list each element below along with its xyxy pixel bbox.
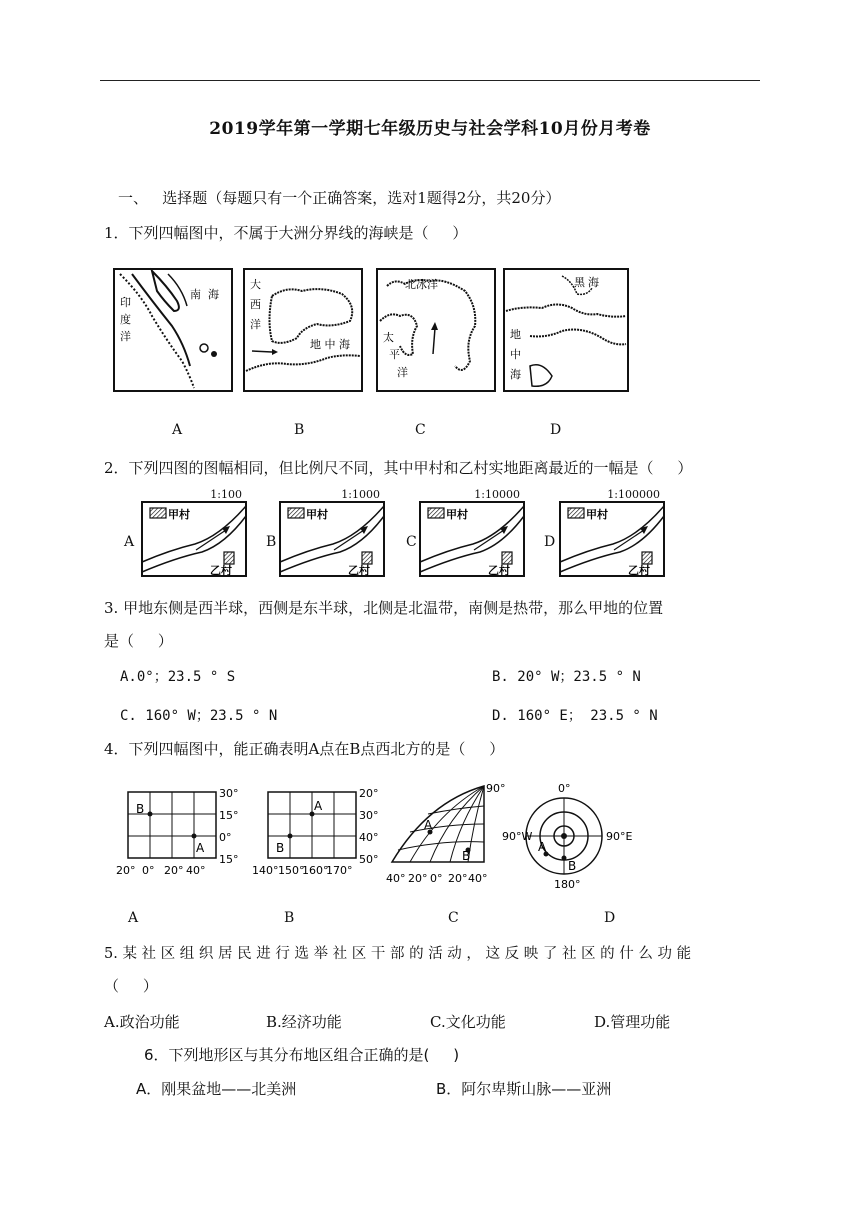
q4-fig-d	[502, 782, 632, 891]
svg-text:海: 海	[208, 288, 219, 301]
q6-stem: 6．下列地形区与其分布地区组合正确的是( )	[144, 1046, 460, 1064]
svg-text:20°: 20°	[164, 864, 184, 877]
q5-stem-line1: 5. 某 社 区 组 织 居 民 进 行 选 举 社 区 干 部 的 活 动 ， 这 反 映 了 社 区 的 什 么 功 能	[104, 946, 692, 962]
svg-text:40°: 40°	[468, 872, 488, 885]
svg-text:90°E: 90°E	[606, 830, 633, 843]
svg-text:20°: 20°	[116, 864, 136, 877]
village-map	[140, 500, 250, 580]
village-map	[418, 500, 528, 580]
svg-text:A: A	[314, 799, 323, 813]
svg-text:南: 南	[190, 288, 201, 301]
q5-stem-line2: （ ）	[104, 977, 158, 995]
svg-text:大: 大	[250, 278, 261, 291]
svg-text:B: B	[462, 849, 471, 863]
svg-text:海: 海	[588, 276, 599, 289]
svg-text:中: 中	[510, 348, 521, 361]
q5-option-a[interactable]: A.政治功能	[104, 1013, 180, 1031]
q3-stem-line1: 3. 甲地东侧是西半球，西侧是东半球，北侧是北温带，南侧是热带，那么甲地的位置	[104, 599, 664, 617]
q2-letter: B	[266, 534, 277, 550]
svg-text:15°: 15°	[219, 853, 239, 866]
q1-option-c[interactable]: C	[415, 422, 426, 438]
q2-stem: 2．下列四图的图幅相同，但比例尺不同，其中甲村和乙村实地距离最近的一幅是（ ）	[104, 459, 693, 477]
svg-text:20°: 20°	[448, 872, 468, 885]
q2-figure-row	[124, 490, 664, 582]
svg-text:洋: 洋	[120, 330, 131, 343]
svg-text:40°: 40°	[186, 864, 206, 877]
strait-map-a	[114, 269, 232, 391]
svg-text:洋: 洋	[397, 366, 408, 379]
svg-text:B: B	[276, 841, 285, 855]
svg-text:太: 太	[383, 331, 394, 344]
q4-grid-figures	[108, 782, 648, 894]
svg-text:15°: 15°	[219, 809, 239, 822]
village-map	[558, 500, 668, 580]
svg-text:30°: 30°	[219, 787, 239, 800]
q5-option-b[interactable]: B.经济功能	[266, 1013, 342, 1031]
q2-letter: A	[124, 534, 135, 550]
svg-text:20°: 20°	[359, 787, 379, 800]
svg-text:海: 海	[510, 368, 521, 381]
q5-option-c[interactable]: C.文化功能	[430, 1013, 506, 1031]
village-b-label: 乙村	[628, 564, 650, 577]
village-b-label: 乙村	[488, 564, 510, 577]
q5-option-d[interactable]: D.管理功能	[594, 1013, 671, 1031]
q1-option-b[interactable]: B	[294, 422, 305, 438]
q4-stem: 4．下列四幅图中，能正确表明A点在B点西北方的是（ ）	[104, 740, 505, 758]
svg-text:B: B	[136, 802, 145, 816]
q4-fig-b	[252, 787, 379, 877]
q4-option-a[interactable]: A	[128, 910, 139, 926]
strait-map-c	[377, 269, 495, 391]
svg-text:地: 地	[510, 328, 521, 341]
scale-label: 1:1000	[341, 488, 380, 501]
svg-text:0°: 0°	[430, 872, 443, 885]
svg-text:度: 度	[120, 313, 131, 326]
svg-text:平: 平	[389, 348, 400, 361]
svg-text:40°: 40°	[386, 872, 406, 885]
q1-option-a[interactable]: A	[172, 422, 183, 438]
q2-letter: C	[406, 534, 417, 550]
svg-text:北冰洋: 北冰洋	[405, 278, 438, 291]
q3-option-b[interactable]: B. 20° W；23.5 ° N	[492, 669, 641, 685]
svg-text:0°: 0°	[219, 831, 232, 844]
q4-fig-a	[116, 787, 239, 877]
q6-option-b[interactable]: B．阿尔卑斯山脉——亚洲	[436, 1080, 612, 1098]
q4-option-b[interactable]: B	[284, 910, 295, 926]
svg-text:0°: 0°	[142, 864, 155, 877]
q3-stem-line2: 是（ ）	[104, 632, 173, 650]
map-a-label: 印	[120, 296, 131, 309]
svg-text:西: 西	[250, 298, 261, 311]
svg-text:140°: 140°	[252, 864, 279, 877]
q3-option-c[interactable]: C. 160° W；23.5 ° N	[120, 708, 278, 724]
svg-text:160°: 160°	[302, 864, 329, 877]
q4-fig-c	[386, 782, 506, 885]
q4-option-c[interactable]: C	[448, 910, 459, 926]
strait-map-b	[244, 269, 362, 391]
village-a-label: 甲村	[586, 508, 608, 521]
q2-letter: D	[544, 534, 556, 550]
village-b-label: 乙村	[210, 564, 232, 577]
svg-text:A: A	[196, 841, 205, 855]
svg-text:180°: 180°	[554, 878, 581, 891]
svg-text:B: B	[568, 859, 577, 873]
strait-map-d	[504, 269, 628, 391]
village-a-label: 甲村	[168, 508, 190, 521]
exam-title: 2019学年第一学期七年级历史与社会学科10月份月考卷	[209, 119, 651, 139]
q3-option-a[interactable]: A.0°；23.5 ° S	[120, 669, 236, 685]
village-b-label: 乙村	[348, 564, 370, 577]
svg-text:50°: 50°	[359, 853, 379, 866]
q3-option-d[interactable]: D. 160° E； 23.5 ° N	[492, 708, 658, 724]
svg-text:地 中 海: 地 中 海	[310, 338, 350, 351]
scale-label: 1:100000	[607, 488, 660, 501]
svg-text:A: A	[538, 840, 547, 854]
svg-text:A: A	[424, 818, 433, 832]
village-a-label: 甲村	[306, 508, 328, 521]
scale-label: 1:10000	[474, 488, 520, 501]
svg-text:0°: 0°	[558, 782, 571, 795]
svg-text:30°: 30°	[359, 809, 379, 822]
q1-map-figures	[112, 266, 632, 396]
svg-text:90°W: 90°W	[502, 830, 533, 843]
q6-option-a[interactable]: A．刚果盆地——北美洲	[136, 1080, 297, 1098]
svg-text:150°: 150°	[278, 864, 305, 877]
svg-text:170°: 170°	[326, 864, 353, 877]
svg-text:20°: 20°	[408, 872, 428, 885]
village-a-label: 甲村	[446, 508, 468, 521]
q4-option-d[interactable]: D	[604, 910, 616, 926]
svg-text:洋: 洋	[250, 318, 261, 331]
section-heading: 一、 选择题（每题只有一个正确答案，选对1题得2分，共20分）	[118, 189, 561, 207]
q1-option-d[interactable]: D	[550, 422, 562, 438]
svg-text:40°: 40°	[359, 831, 379, 844]
svg-text:黑: 黑	[574, 276, 585, 289]
village-map	[278, 500, 388, 580]
q1-stem: 1．下列四幅图中，不属于大洲分界线的海峡是（ ）	[104, 224, 468, 242]
header-rule	[100, 80, 760, 81]
scale-label: 1:100	[210, 488, 242, 501]
svg-text:90°: 90°	[486, 782, 506, 795]
